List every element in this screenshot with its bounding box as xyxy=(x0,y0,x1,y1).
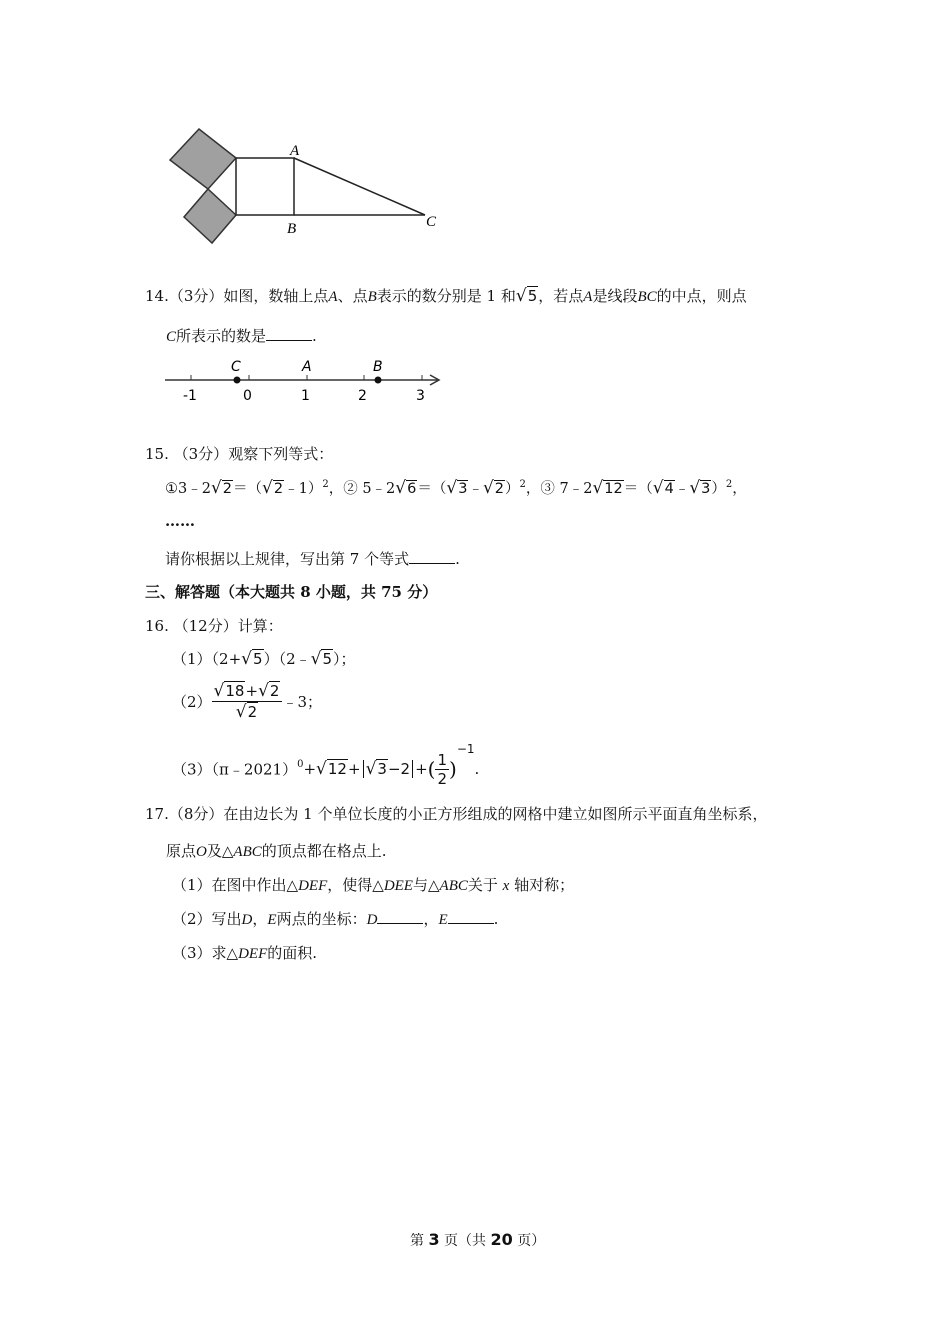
q17-p1-d: 关于 xyxy=(467,876,498,894)
q16-p3-abs xyxy=(363,760,414,778)
q17-line2 xyxy=(166,840,387,861)
q16-p3-a: （π﹣2021） xyxy=(211,760,298,779)
q14-point-c: C xyxy=(166,329,177,345)
eq3-d: ） xyxy=(711,481,726,497)
q17-p2-e: E xyxy=(267,912,277,928)
axis-label-a: A xyxy=(302,359,312,375)
q15-equations xyxy=(165,477,747,498)
q16-p1-b: ）（2﹣ xyxy=(263,650,311,668)
q15-line1 xyxy=(145,443,333,464)
eq3-sqrt3: √3 xyxy=(689,478,711,498)
q16-p3-plus3: + xyxy=(415,760,428,778)
eq2-sqrt3: √2 xyxy=(482,478,505,498)
eq2-d: ） xyxy=(505,481,520,497)
q17-p1-x: x xyxy=(502,878,510,894)
eq2-c: ﹣ xyxy=(468,481,483,497)
q16-p3-label: （3） xyxy=(172,760,212,779)
q17-p2-sep: ， xyxy=(423,910,439,928)
q17-l2-c: 的顶点都在格点上. xyxy=(261,842,387,860)
q14-score: （3分） xyxy=(168,287,224,305)
q15-score: （3分） xyxy=(173,445,229,463)
q16-p3-frac: $\frac{1}{2}$ xyxy=(437,750,448,788)
q15-ellipsis: …… xyxy=(165,512,195,530)
q17-d-blank[interactable] xyxy=(377,909,423,924)
eq1-sep: ， xyxy=(328,481,344,497)
q17-p3-b: 的面积. xyxy=(267,944,318,962)
q17-score: （8分） xyxy=(168,805,224,823)
tick-label-m1: -1 xyxy=(183,388,197,404)
q14-text5: 的中点，则点 xyxy=(656,287,747,305)
q15-ask-text: 请你根据以上规律，写出第 7 个等式 xyxy=(165,550,410,568)
q16-part2 xyxy=(172,681,322,722)
q16-p2-tail: ﹣3； xyxy=(282,693,322,711)
q14-sep: 、点 xyxy=(337,287,368,305)
q14-line2-text: 所表示的数是 xyxy=(176,327,267,345)
q16-p3-rparen: ) xyxy=(449,757,457,781)
q14-answer-blank[interactable] xyxy=(266,326,312,341)
label-b: B xyxy=(287,221,297,237)
eq3-exp: 2 xyxy=(725,479,733,491)
footer-pre: 第 xyxy=(410,1233,424,1249)
eq1-b: ＝（ xyxy=(233,481,263,497)
q16-p1-sqrt2: √5 xyxy=(310,649,332,669)
q17-p1-def: DEF xyxy=(298,878,328,894)
q17-l2-b: 及△ xyxy=(206,842,234,860)
q17-p2-e2: E xyxy=(438,912,448,928)
eq1-circle: ① xyxy=(165,481,178,497)
eq1-sqrt2: √2 xyxy=(262,478,284,498)
tick-label-3: 3 xyxy=(416,388,425,404)
tick-label-0: 0 xyxy=(243,388,252,404)
upper-gray-square xyxy=(170,129,236,189)
eq3-c: ﹣ xyxy=(674,481,690,497)
q17-p3-a: （3）求△ xyxy=(172,944,239,962)
eq2-sqrt: √6 xyxy=(395,478,417,498)
q16-p2-fraction xyxy=(212,681,283,722)
q16-score: （12分） xyxy=(173,617,238,635)
q16-prompt: 计算： xyxy=(237,617,283,635)
point-b xyxy=(375,377,382,384)
eq2-sep: ， xyxy=(525,481,541,497)
axis-label-b: B xyxy=(373,359,383,375)
eq3-a: 7﹣2 xyxy=(559,481,593,497)
q17-l2-a: 原点 xyxy=(166,842,197,860)
q14-line2 xyxy=(166,325,317,346)
q17-e-blank[interactable] xyxy=(448,909,494,924)
q17-line1 xyxy=(145,803,768,824)
q14-point-a2: A xyxy=(583,289,593,305)
q15-ask-end: . xyxy=(455,550,460,568)
q17-p1-c: 与△ xyxy=(412,876,440,894)
q14-sqrt5: √5 xyxy=(515,286,538,306)
footer-post: 页） xyxy=(517,1233,546,1249)
q17-part2 xyxy=(172,908,498,929)
q14-number: 14. xyxy=(145,287,169,305)
q15-ask xyxy=(165,548,460,569)
q14-text2: 表示的数分别是 1 和 xyxy=(376,287,516,305)
q17-p2-end: . xyxy=(493,910,499,928)
q16-number: 16. xyxy=(145,617,169,635)
q17-number: 17. xyxy=(145,805,169,823)
label-c: C xyxy=(426,214,437,230)
eq2-a: 5﹣2 xyxy=(362,481,396,497)
q14-text1: 如图，数轴上点 xyxy=(223,287,329,305)
footer-page-number: 3 xyxy=(428,1230,440,1249)
q17-p1-dee: DEE xyxy=(383,878,413,894)
q17-p1-b: ，使得△ xyxy=(327,876,384,894)
q14-line2-end: . xyxy=(312,327,317,345)
eq2-exp: 2 xyxy=(519,479,526,491)
q16-p3-plus1: + xyxy=(303,760,317,778)
figure-q13 xyxy=(160,125,450,250)
eq3-circle: ③ xyxy=(540,481,555,497)
q17-p2-a: （2）写出 xyxy=(172,910,242,928)
q16-p2-den-sqrt: √2 xyxy=(235,702,258,722)
q17-l2-abc: ABC xyxy=(233,844,262,860)
eq2-b: ＝（ xyxy=(417,481,447,497)
section3-title: 三、解答题（本大题共 8 小题，共 75 分） xyxy=(145,583,438,601)
q16-p1-c: ）； xyxy=(333,650,356,668)
q16-line1 xyxy=(145,615,283,636)
q16-p2-label: （2） xyxy=(172,693,212,711)
footer-total-pages: 20 xyxy=(490,1230,513,1249)
q16-p3-exp: −1 xyxy=(456,742,475,756)
q16-p1-sqrt: √5 xyxy=(241,649,263,669)
q17-line1-text: 在由边长为 1 个单位长度的小正方形组成的网格中建立如图所示平面直角坐标系， xyxy=(223,805,768,823)
q17-l2-o: O xyxy=(196,844,207,860)
q16-p3-exp0: 0 xyxy=(297,759,304,770)
q16-p3-abs-sqrt: √3 xyxy=(365,759,387,779)
eq3-b: ＝（ xyxy=(623,481,653,497)
eq1-a: 3﹣2 xyxy=(178,481,211,497)
q16-p3-lparen: ( xyxy=(427,757,436,781)
triangle-hypotenuse xyxy=(294,158,425,215)
footer-mid: 页（共 xyxy=(444,1233,487,1249)
q14-line1 xyxy=(145,285,747,306)
q14-point-a: A xyxy=(328,289,338,305)
eq2-circle: ② xyxy=(343,481,358,497)
q15-number: 15. xyxy=(145,445,169,463)
white-square xyxy=(236,158,294,215)
lower-gray-square xyxy=(184,189,236,243)
eq2-sqrt2: √3 xyxy=(446,478,468,498)
q16-part1 xyxy=(172,648,356,669)
q14-text3: ，若点 xyxy=(538,287,584,305)
page-footer xyxy=(410,1230,545,1250)
q16-p3-sqrt12: √12 xyxy=(316,759,347,779)
q15-answer-blank[interactable] xyxy=(409,549,455,564)
q14-point-b: B xyxy=(367,289,377,305)
q16-p1-label: （1） xyxy=(172,650,212,668)
q17-p2-c: 两点的坐标： xyxy=(276,910,367,928)
q16-p3-abs-rest: −2 xyxy=(387,760,411,778)
q16-p2-num-sqrt2: √2 xyxy=(258,681,280,701)
q17-p2-d2: D xyxy=(366,912,378,928)
q17-part1 xyxy=(172,874,574,895)
eq3-sqrt2: √4 xyxy=(652,478,674,498)
tick-label-1: 1 xyxy=(301,388,310,404)
q16-p3-end: . xyxy=(474,760,480,778)
q17-part3 xyxy=(172,942,317,963)
number-line xyxy=(160,355,450,405)
eq1-exp: 2 xyxy=(322,479,329,491)
q17-p2-d: D xyxy=(241,912,253,928)
q16-p3-plus2: + xyxy=(347,760,361,778)
q14-text4: 是线段 xyxy=(592,287,638,305)
q15-prompt: 观察下列等式： xyxy=(228,445,334,463)
tick-label-2: 2 xyxy=(358,388,367,404)
eq1-c: ﹣1） xyxy=(284,481,323,497)
q17-p1-e: 轴对称； xyxy=(514,876,575,894)
q17-p1-abc: ABC xyxy=(439,878,468,894)
eq3-sep: ， xyxy=(732,481,747,497)
q16-p2-num-sqrt1: √18 xyxy=(213,681,245,701)
eq1-sqrt: √2 xyxy=(210,478,233,498)
axis-label-c: C xyxy=(231,359,241,375)
q16-p1-a: （2+ xyxy=(211,650,242,668)
q16-part3 xyxy=(172,742,479,788)
q17-p1-a: （1）在图中作出△ xyxy=(172,876,299,894)
eq3-sqrt: √12 xyxy=(592,478,623,498)
label-a: A xyxy=(290,143,300,159)
q14-seg-bc: BC xyxy=(637,289,657,305)
q16-p2-plus: + xyxy=(245,682,259,700)
point-c xyxy=(234,377,241,384)
q17-p3-def: DEF xyxy=(238,946,268,962)
q17-p2-b: ， xyxy=(252,910,268,928)
